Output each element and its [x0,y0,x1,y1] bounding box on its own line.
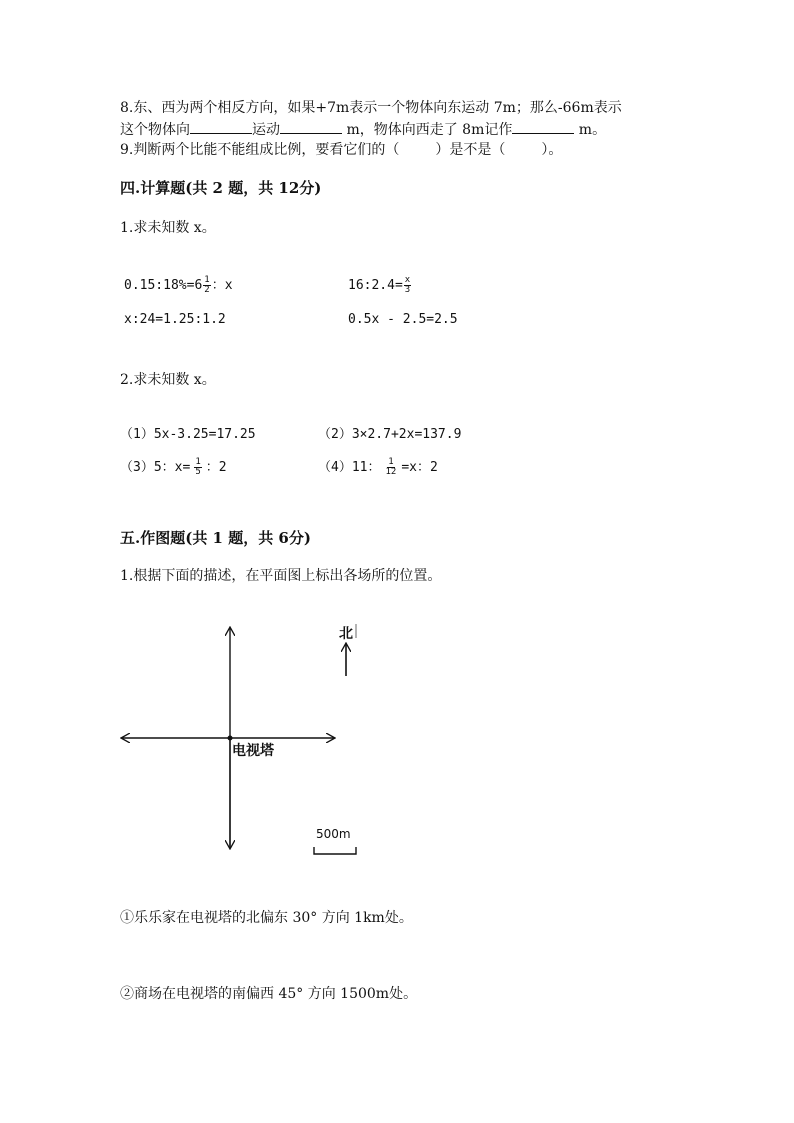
question-8-line-2 [120,119,606,140]
equation-2-3-left: （3）5：x= [120,460,191,475]
fraction-denominator: 3 [404,285,411,295]
equation-1-1 [124,276,233,296]
fraction-numerator: 1 [388,457,394,467]
equation-2-3 [120,458,227,478]
q9-text-c: ）。 [541,142,563,158]
scale-label: 500m [316,827,351,841]
equation-2-4-left: （4）11： [318,460,381,475]
fraction-numerator: 1 [195,457,201,467]
map-task-2: ②商场在电视塔的南偏西 45° 方向 1500m处。 [120,986,418,1002]
fraction-one-twelfth [384,458,397,477]
answer-blank-direction[interactable] [190,119,252,134]
section-4-problem-2-prompt: 2.求未知数 x。 [120,372,216,388]
section-5-prompt: 1.根据下面的描述，在平面图上标出各场所的位置。 [120,568,442,584]
equation-1-2-left: 16:2.4= [348,278,403,293]
fraction-x-over-3 [404,276,411,295]
scale-bar [314,847,356,854]
section-4-title: 四.计算题(共 2 题，共 12分) [120,179,322,197]
fraction-denominator: 12 [385,467,397,477]
equation-1-1-right: ：x [211,278,233,293]
fraction-denominator: 5 [195,467,201,477]
tv-tower-label: 电视塔 [232,743,274,759]
q9-text-b: ）是不是（ [435,142,506,158]
equation-2-3-right: ：2 [205,460,227,475]
equation-1-4: 0.5x - 2.5=2.5 [348,312,458,327]
answer-blank-distance[interactable] [280,119,342,134]
equation-2-1: （1）5x-3.25=17.25 [120,427,256,442]
equation-1-1-left: 0.15:18%=6 [124,278,203,293]
fraction-denominator: 2 [204,285,210,295]
section-4-problem-1-prompt: 1.求未知数 x。 [120,220,216,236]
position-map[interactable] [0,610,794,890]
fraction-numerator: x [404,275,411,285]
equation-2-2: （2）3×2.7+2x=137.9 [318,427,462,442]
map-task-1: ①乐乐家在电视塔的北偏东 30° 方向 1km处。 [120,910,413,926]
question-8-line-1: 8.东、西为两个相反方向，如果+7m表示一个物体向东运动 7m；那么-66m表示 [120,100,622,116]
equation-2-4 [318,458,438,478]
q8-text-a: 这个物体向 [120,122,190,138]
tv-tower-point [228,736,233,741]
equation-1-3: x:24=1.25:1.2 [124,312,226,327]
question-9 [120,140,562,160]
q8-text-c: m，物体向西走了 8m记作 [342,122,513,138]
q8-text-b: 运动 [252,122,280,138]
equation-1-2 [348,276,412,296]
fraction-numerator: 1 [204,275,210,285]
fraction-one-fifth [194,458,201,477]
answer-blank-record[interactable] [512,119,574,134]
q8-text-d: m。 [574,122,607,138]
equation-2-4-right: =x：2 [401,460,438,475]
q9-text-a: 9.判断两个比能不能组成比例，要看它们的（ [120,142,400,158]
fraction-one-half [203,276,210,295]
section-5-title: 五.作图题(共 1 题，共 6分) [120,529,311,547]
north-label: 北 [339,626,353,642]
